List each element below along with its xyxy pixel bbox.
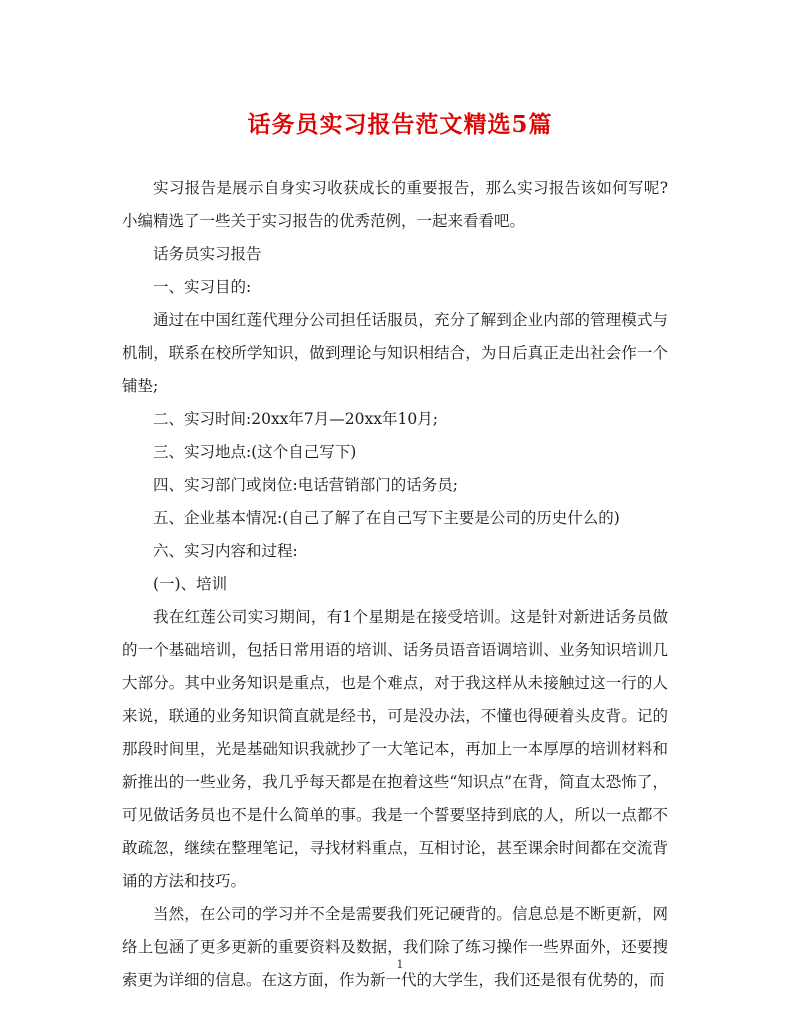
paragraph-subtitle: 话务员实习报告 bbox=[153, 245, 262, 263]
paragraph-training-body: 我在红莲公司实习期间，有1个星期是在接受培训。这是针对新进话务员做的一个基础培训，包括日常用语的培训、话务员语音语调培训、业务知识培训几大部分。其中业务知识是重点，也是个难点，对于我这样从未接触过这一行的人来说，联通的业务知识简直就是经书，可是没办法，不懂也得硬着头皮背。记的那段时间里，光是基础知识我就抄了一大笔记本，再加上一本厚厚的培训材料和新推出的一些业务，我几乎每天都是在抱着这些“知识点”在背，简直太恐怖了，可见做话务员也不是什么简单的事。我是一个誓要坚持到底的人，所以一点都不敢疏忽，继续在整理笔记，寻找材料重点，互相讨论，甚至课余时间都在交流背诵的方法和技巧。 bbox=[122, 608, 668, 890]
document-body bbox=[122, 172, 668, 997]
paragraph-section-6: 六、实习内容和过程: bbox=[153, 542, 298, 560]
paragraph-section-2: 二、实习时间:20xx年7月—20xx年10月; bbox=[153, 410, 438, 428]
paragraph-training-heading: (一)、培训 bbox=[153, 575, 228, 593]
paragraph-purpose: 通过在中国红莲代理分公司担任话服员，充分了解到企业内部的管理模式与机制，联系在校所学知识，做到理论与知识相结合，为日后真正走出社会作一个铺垫; bbox=[122, 311, 668, 395]
paragraph-section-1: 一、实习目的: bbox=[153, 278, 252, 296]
paragraph-section-3: 三、实习地点:(这个自己写下) bbox=[153, 443, 357, 461]
document-title: 话务员实习报告范文精选5篇 bbox=[247, 111, 553, 138]
paragraph-learning-body: 当然，在公司的学习并不全是需要我们死记硬背的。信息总是不断更新，网络上包涵了更多更新的重要资料及数据，我们除了练习操作一些界面外，还要搜索更为详细的信息。在这方面，作为新一代的大学生，我们还是很有优势的，而 bbox=[122, 905, 668, 989]
paragraph-section-5: 五、企业基本情况:(自己了解了在自己写下主要是公司的历史什么的) bbox=[153, 509, 620, 527]
paragraph-intro: 实习报告是展示自身实习收获成长的重要报告，那么实习报告该如何写呢?小编精选了一些关于实习报告的优秀范例，一起来看看吧。 bbox=[122, 179, 668, 230]
paragraph-section-4: 四、实习部门或岗位:电话营销部门的话务员; bbox=[153, 476, 458, 494]
page-number: 1 bbox=[396, 958, 404, 971]
